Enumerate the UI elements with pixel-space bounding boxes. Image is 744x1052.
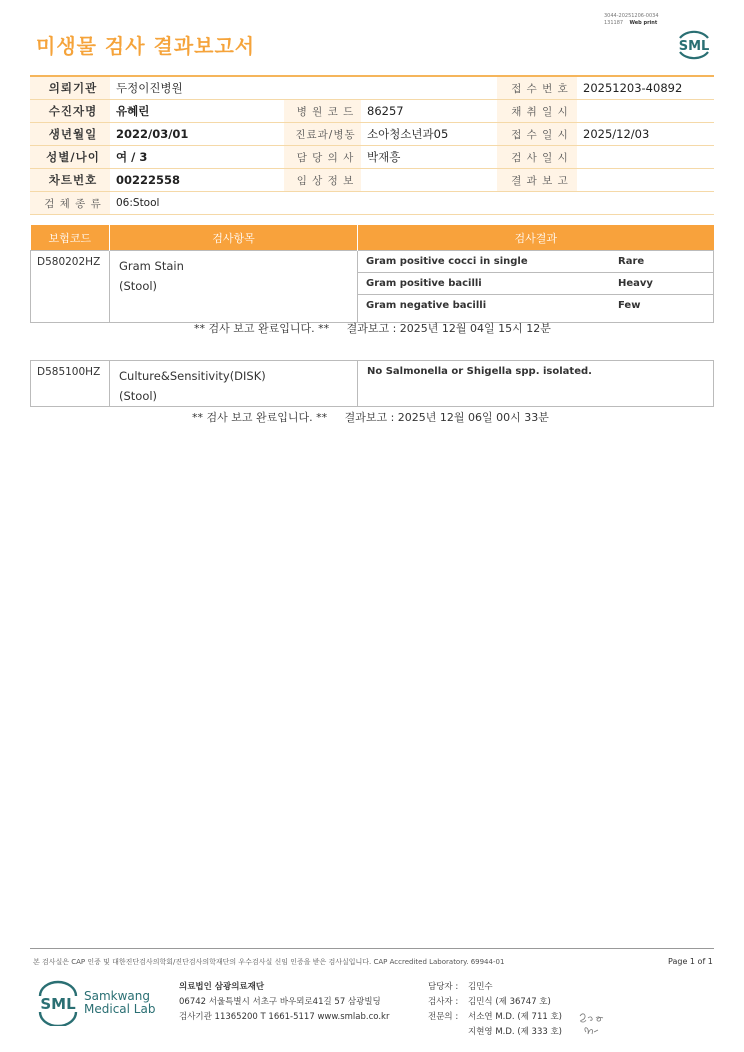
receipt-date: 2025/12/03	[577, 123, 714, 146]
department: 소아청소년과05	[361, 123, 497, 146]
staff-name: 김민식 (제 36747 호)	[468, 997, 551, 1007]
staff-name: 지현영 M.D. (제 333 호)	[468, 1027, 563, 1037]
staff-row	[428, 980, 562, 995]
label-clinical-info: 임 상 정 보	[284, 169, 361, 192]
info-row	[30, 100, 714, 123]
test-item	[110, 361, 358, 407]
info-row	[30, 146, 714, 169]
page-number: Page 1 of 1	[668, 957, 713, 966]
accreditation-note: 본 검사실은 CAP 인증 및 대한진단검사의학회/진단검사의학재단의 우수검사실 신임 인증을 받은 검사실입니다. CAP Accredited Laboratory. 69944-01	[33, 958, 505, 966]
label-doctor: 담 당 의 사	[284, 146, 361, 169]
staff-row	[428, 1010, 562, 1025]
label-sex-age: 성별/나이	[30, 146, 110, 169]
brand-name	[84, 990, 155, 1016]
results-table	[30, 225, 714, 323]
label-test-date: 검 사 일 시	[497, 146, 577, 169]
clinical-info	[361, 169, 497, 192]
org-address: 06742 서울특별시 서초구 바우뫼로41길 57 삼광빌딩	[179, 997, 381, 1007]
completion-text: ** 검사 보고 완료입니다. **	[194, 322, 330, 335]
staff-role: 검사자 :	[428, 997, 459, 1007]
test-item-specimen: (Stool)	[119, 279, 158, 293]
test-result: No Salmonella or Shigella spp. isolated.	[358, 361, 714, 407]
insurance-code: D580202HZ	[31, 251, 110, 323]
staff-name: 김민수	[468, 982, 493, 992]
organism-amount: Rare	[610, 251, 713, 273]
print-code-line2: 131187	[604, 20, 624, 26]
organism-amount: Heavy	[610, 273, 713, 295]
chart-number: 00222558	[110, 169, 284, 192]
test-item	[110, 251, 358, 323]
test-date	[577, 146, 714, 169]
result-row	[358, 295, 713, 317]
sex-age: 여 / 3	[110, 146, 284, 169]
info-row	[30, 123, 714, 146]
org-info	[179, 980, 389, 1025]
staff-list	[428, 980, 562, 1040]
hospital-code: 86257	[361, 100, 497, 123]
table-row	[31, 361, 714, 407]
test-result	[358, 251, 714, 323]
patient-name: 유혜린	[110, 100, 284, 123]
org-contact: 검사기관 11365200 T 1661-5117 www.smlab.co.kr	[179, 1012, 390, 1022]
organism-name: Gram positive bacilli	[358, 273, 610, 295]
specimen-type: 06:Stool	[110, 192, 714, 215]
test-item-name: Culture&Sensitivity(DISK)	[119, 369, 266, 383]
organism-name: Gram positive cocci in single	[358, 251, 610, 273]
header-test-item: 검사항목	[110, 225, 358, 251]
print-code-line1: 3044-20251206-0034	[604, 13, 659, 19]
header-insurance-code: 보험코드	[31, 225, 110, 251]
organism-name: Gram negative bacilli	[366, 300, 487, 311]
collection-date	[577, 100, 714, 123]
header-test-result: 검사결과	[358, 225, 714, 251]
web-print-label: Web print	[629, 20, 658, 26]
label-patient-name: 수진자명	[30, 100, 110, 123]
report-complete-notice	[194, 320, 551, 336]
print-code	[604, 13, 659, 27]
result-subtable	[358, 251, 713, 316]
sml-logo	[674, 26, 714, 62]
report-time: 결과보고 : 2025년 12월 06일 00시 33분	[344, 411, 549, 424]
label-receipt-date: 접 수 일 시	[497, 123, 577, 146]
label-chart-number: 차트번호	[30, 169, 110, 192]
label-requesting-org: 의뢰기관	[30, 76, 110, 100]
footer-sml-logo	[36, 980, 80, 1026]
signature-image	[576, 1008, 610, 1038]
staff-name: 서소연 M.D. (제 711 호)	[468, 1012, 563, 1022]
patient-info-table	[30, 75, 714, 215]
test-item-specimen: (Stool)	[119, 389, 158, 403]
footer-logo-text: SML	[40, 995, 76, 1013]
label-collection-date: 채 취 일 시	[497, 100, 577, 123]
result-row	[358, 251, 713, 273]
footer-divider	[30, 948, 714, 949]
org-name: 의료법인 삼광의료재단	[179, 982, 265, 992]
info-row	[30, 76, 714, 100]
doctor: 박재흥	[361, 146, 497, 169]
staff-row	[428, 995, 562, 1010]
result-row	[358, 273, 713, 295]
table-row	[31, 251, 714, 323]
birth-date: 2022/03/01	[110, 123, 284, 146]
info-row	[30, 169, 714, 192]
label-birth-date: 생년월일	[30, 123, 110, 146]
report-time: 결과보고 : 2025년 12월 04일 15시 12분	[346, 322, 551, 335]
results-table	[30, 360, 714, 407]
brand-line2: Medical Lab	[84, 1002, 156, 1016]
brand-line1: Samkwang	[84, 989, 150, 1003]
staff-row	[428, 1025, 562, 1040]
label-result-report: 결 과 보 고	[497, 169, 577, 192]
test-item-name: Gram Stain	[119, 259, 184, 273]
completion-text: ** 검사 보고 완료입니다. **	[192, 411, 328, 424]
insurance-code: D585100HZ	[31, 361, 110, 407]
label-specimen-type: 검 체 종 류	[30, 192, 110, 215]
report-title: 미생물 검사 결과보고서	[36, 34, 256, 58]
organism-amount: Few	[618, 300, 641, 311]
receipt-number: 20251203-40892	[577, 76, 714, 100]
label-hospital-code: 병 원 코 드	[284, 100, 361, 123]
label-receipt-number: 접 수 번 호	[497, 76, 577, 100]
staff-role: 담당자 :	[428, 982, 459, 992]
info-row	[30, 192, 714, 215]
result-report	[577, 169, 714, 192]
staff-role: 전문의 :	[428, 1012, 459, 1022]
header-logo-text: SML	[678, 39, 710, 54]
requesting-org: 두정이진병원	[110, 76, 497, 100]
label-department: 진료과/병동	[284, 123, 361, 146]
report-complete-notice	[192, 409, 549, 425]
